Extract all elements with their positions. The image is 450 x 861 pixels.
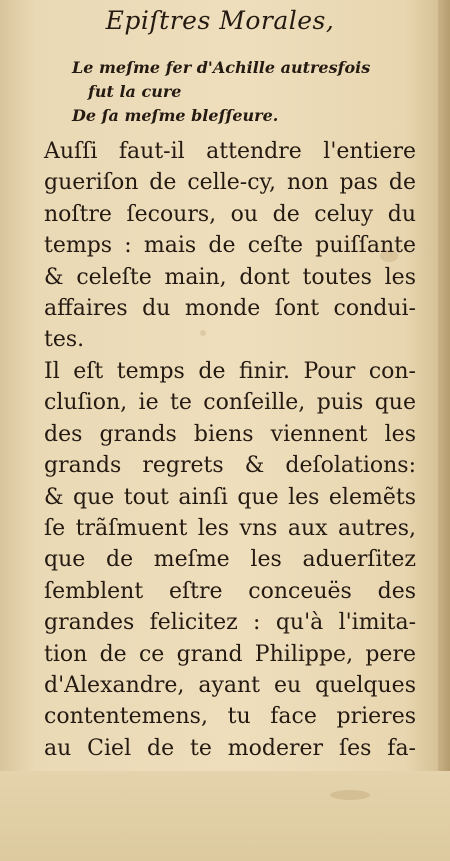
quote-line-2: fut la cure: [88, 82, 182, 101]
quote-line-1: Le meſme fer d'Achille autresfois: [72, 58, 371, 77]
text-line: tion de ce grand Philippe, pere: [44, 641, 416, 667]
text-line: & celeſte main, dont toutes les: [44, 264, 416, 290]
text-line: contentemens, tu face prieres: [44, 704, 416, 730]
text-line: Il eſt temps de finir. Pour con-: [44, 359, 416, 384]
text-line: affaires du monde ſont condui-: [44, 296, 416, 322]
page-bottom-margin: [0, 771, 450, 861]
text-line: temps : mais de ceſte puiſſante: [44, 233, 416, 259]
page-edge: [438, 0, 450, 861]
text-line: des grands biens viennent les: [44, 421, 416, 447]
text-line: grands regrets & deſolations:: [44, 453, 416, 479]
text-line: grandes felicitez : qu'à l'imita-: [44, 610, 416, 636]
text-line: tes.: [44, 327, 85, 353]
text-line: au Ciel de te moderer ſes fa-: [44, 735, 416, 761]
text-line: noſtre ſecours, ou de celuy du: [44, 201, 416, 227]
text-line: gueriſon de celle-cy, non pas de: [44, 170, 416, 196]
text-line: d'Alexandre, ayant eu quelques: [44, 673, 416, 699]
text-line: que de meſme les aduerſitez: [44, 547, 416, 573]
paper-stain: [330, 790, 370, 800]
text-line: cluſion, ie te conſeille, puis que: [44, 390, 416, 416]
paragraph-1: [44, 136, 416, 356]
text-line: Auſſi faut-il attendre l'entiere: [44, 139, 416, 164]
running-head: Epiſtres Morales,: [105, 6, 335, 35]
text-line: & que tout ainſi que les elemẽts: [44, 484, 416, 510]
text-line: ſemblent eſtre conceuës des: [44, 578, 416, 604]
paragraph-2: [44, 356, 416, 764]
text-line: ſe trãſmuent les vns aux autres,: [44, 516, 416, 542]
quote-line-3: De ſa meſme bleſſeure.: [72, 106, 279, 125]
